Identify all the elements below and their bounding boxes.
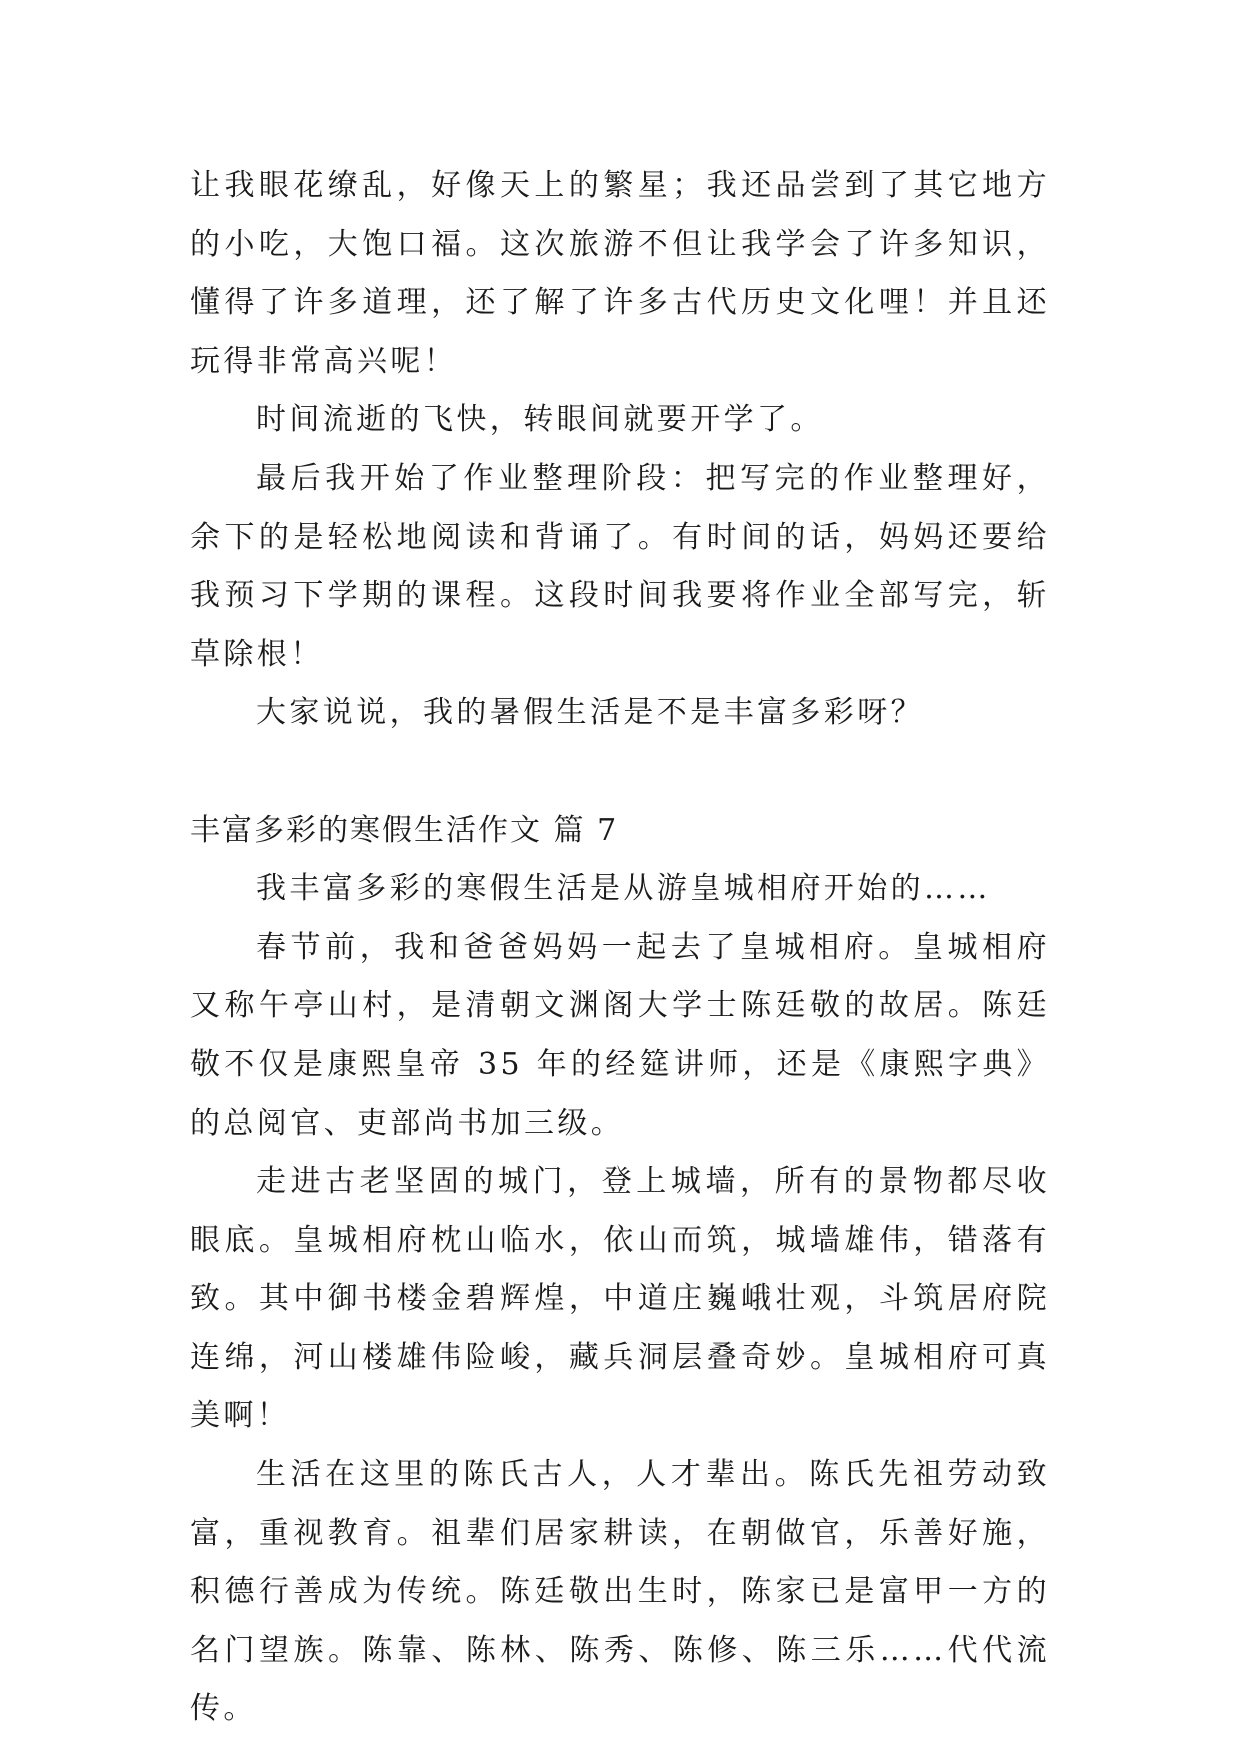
paragraph: 我丰富多彩的寒假生活是从游皇城相府开始的…… <box>256 871 991 907</box>
paragraph: 最后我开始了作业整理阶段：把写完的作业整理好，余下的是轻松地阅读和背诵了。有时间的话，妈妈还要给我预习下学期的课程。这段时间我要将作业全部写完，斩草除根！ <box>190 460 1050 672</box>
paragraph: 走进古老坚固的城门，登上城墙，所有的景物都尽收眼底。皇城相府枕山临水，依山而筑，城墙雄伟，错落有致。其中御书楼金碧辉煌，中道庄巍峨壮观，斗筑居府院连绵，河山楼雄伟险峻，藏兵洞层叠奇妙。皇城相府可真美啊！ <box>190 1164 1050 1434</box>
document-body <box>190 157 1050 1739</box>
paragraph: 时间流逝的飞快，转眼间就要开学了。 <box>256 402 824 438</box>
paragraph-continuation: 让我眼花缭乱，好像天上的繁星；我还品尝到了其它地方的小吃，大饱口福。这次旅游不但让我学会了许多知识，懂得了许多道理，还了解了许多古代历史文化哩！并且还玩得非常高兴呢！ <box>190 168 1050 379</box>
paragraph: 大家说说，我的暑假生活是不是丰富多彩呀？ <box>256 695 924 731</box>
paragraph: 春节前，我和爸爸妈妈一起去了皇城相府。皇城相府又称午亭山村，是清朝文渊阁大学士陈廷敬的故居。陈廷敬不仅是康熙皇帝 35 年的经筵讲师，还是《康熙字典》的总阅官、吏部尚书加三级。 <box>190 929 1050 1141</box>
paragraph: 生活在这里的陈氏古人，人才辈出。陈氏先祖劳动致富，重视教育。祖辈们居家耕读，在朝做官，乐善好施，积德行善成为传统。陈廷敬出生时，陈家已是富甲一方的名门望族。陈靠、陈林、陈秀、陈修、陈三乐……代代流传。 <box>190 1457 1050 1727</box>
section-title: 丰富多彩的寒假生活作文 篇 7 <box>190 812 619 848</box>
